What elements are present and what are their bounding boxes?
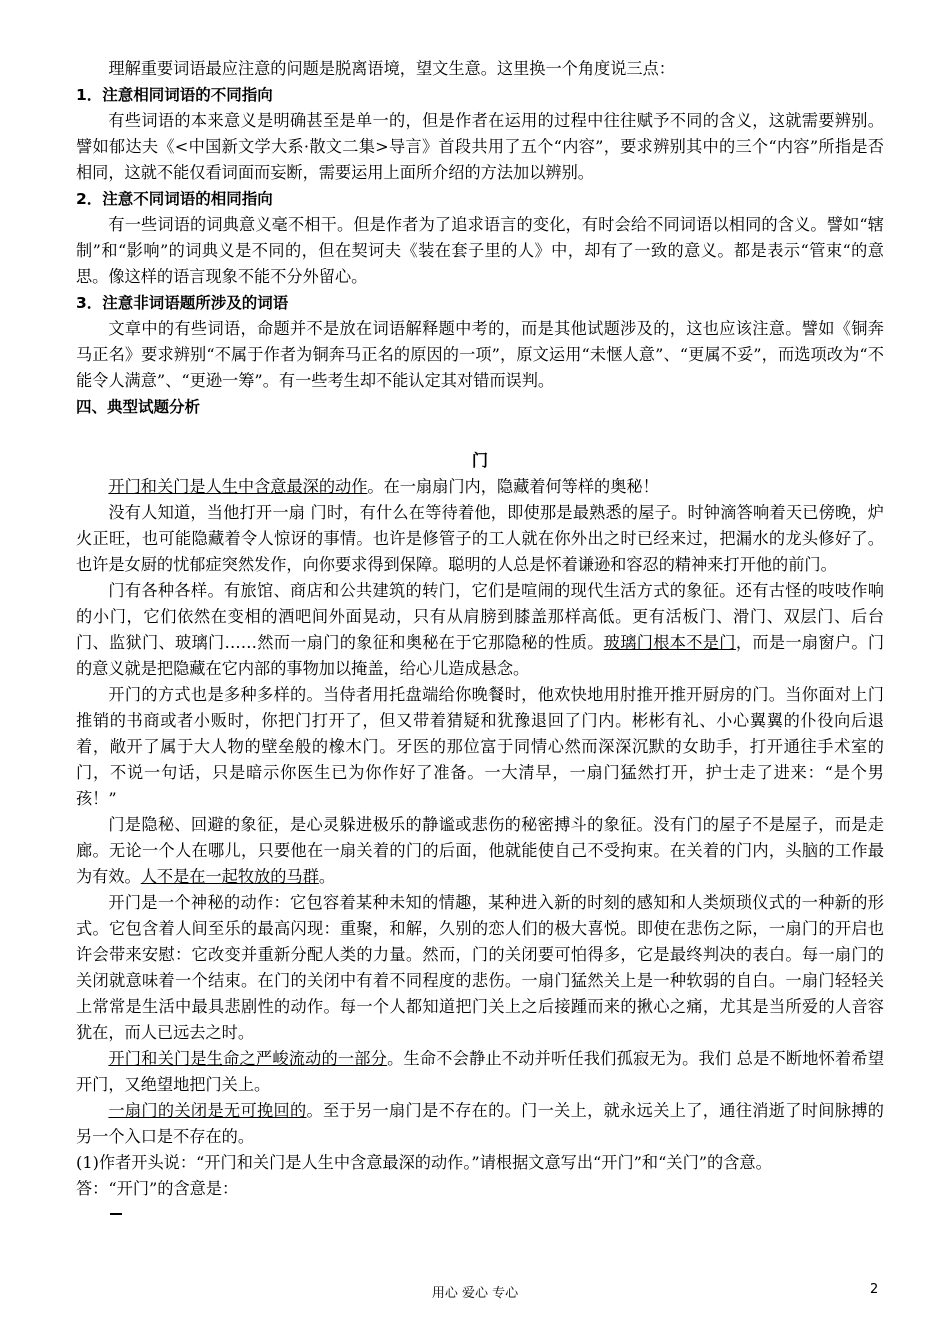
section-body-1: 有些词语的本来意义是明确甚至是单一的，但是作者在运用的过程中往往赋予不同的含义，这就需要辨别。譬如郁达夫《<中国新文学大系·散文二集>导言》首段共用了五个“内容”，要求辨别其中的三个“内容”所指是否相同，这就不能仅看词面而妄断，需要运用上面所介绍的方法加以辨别。	[76, 111, 884, 182]
intro-paragraph: 理解重要词语最应注意的问题是脱离语境，望文生意。这里换一个角度说三点：	[108, 59, 675, 78]
essay-paragraph-3	[76, 578, 884, 682]
underlined-sentence-2: 玻璃门根本不是门	[603, 633, 736, 652]
essay-text: 门是隐秘、回避的象征，是心灵躲进极乐的静谧或悲伤的秘密搏斗的象征。没有门的屋子不是屋子，而是走廊。无论一个人在哪儿，只要他在一扇关着的门的后面，他就能使自己不受拘束。在关着的门内，头脑的工作最为有效。	[76, 815, 884, 886]
section-body-2: 有一些词语的词典意义毫不相干。但是作者为了追求语言的变化，有时会给不同词语以相同的含义。譬如“辖制”和“影响”的词典义是不同的，但在契诃夫《装在套子里的人》中，却有了一致的意义。都是表示“管束“的意思。像这样的语言现象不能不分外留心。	[76, 215, 884, 286]
essay-paragraph-8	[76, 1098, 884, 1150]
document-page	[76, 56, 884, 1228]
underlined-sentence-5: 一扇门的关闭是无可挽回的	[108, 1101, 307, 1120]
page-footer: 用心 爱心 专心	[431, 1286, 519, 1301]
section-heading-1: 1．注意相同词语的不同指向	[76, 86, 273, 104]
essay-text: 。	[318, 867, 335, 886]
question-1: (1)作者开头说：“开门和关门是人生中含意最深的动作。”请根据文意写出“开门”和“关门”的含意。	[76, 1153, 772, 1172]
answer-line: 答：“开门”的含意是：	[76, 1179, 239, 1198]
underlined-sentence-1: 开门和关门是人生中含意最深的动作	[108, 477, 368, 496]
underlined-sentence-3: 人不是在一起牧放的马群	[140, 867, 319, 886]
section-heading-3: 3．注意非词语题所涉及的词语	[76, 294, 289, 312]
essay-title: 门	[471, 451, 489, 470]
essay-text: 门有各种各样。有旅馆、商店和公共建筑的转门，它们是喧闹的现代生活方式的象征。还有古怪的吱吱作响的小门，它们依然在变相的酒吧间外面晃动，只有从肩膀到膝盖那样高低。更有活板门、滑门、双层门、后台门、监狱门、玻璃门……然而一扇门的象征和奥秘在于它那隐秘的性质。	[76, 581, 884, 652]
essay-paragraph-4: 开门的方式也是多种多样的。当侍者用托盘端给你晚餐时，他欢快地用肘推开推开厨房的门。当你面对上门推销的书商或者小贩时，你把门打开了，但又带着猜疑和犹豫退回了门内。彬彬有礼、小心翼翼的仆役向后退着，敞开了属于大人物的壁垒般的橡木门。牙医的那位富于同情心然而深深沉默的女助手，打开通往手术室的门，不说一句话，只是暗示你医生已为你作好了准备。一大清早，一扇门猛然打开，护士走了进来：“是个男孩！”	[76, 685, 884, 808]
underlined-sentence-4: 开门和关门是生命之严峻流动的一部分	[108, 1049, 388, 1068]
essay-paragraph-5	[76, 812, 884, 890]
essay-text: 。至于另一扇门是不存在的。门一关上，就永远关上了，通往消逝了时间脉搏的另一个入口是不存在的。	[76, 1101, 884, 1146]
essay-paragraph-2: 没有人知道，当他打开一扇 门时，有什么在等待着他，即使那是最熟悉的屋子。时钟滴答响着天已傍晚，炉火正旺，也可能隐藏着令人惊讶的事情。也许是修管子的工人就在你外出之时已经来过，把漏水的龙头修好了。也许是女厨的忧郁症突然发作，向你要求得到保障。聪明的人总是怀着谦逊和容忍的精神来打开他的前门。	[76, 503, 884, 574]
section-body-3: 文章中的有些词语，命题并不是放在词语解释题中考的，而是其他试题涉及的，这也应该注意。譬如《铜奔马正名》要求辨别“不属于作者为铜奔马正名的原因的一项”，原文运用“未惬人意”、“更属不妥”，而选项改为“不能令人满意”、“更逊一筹”。有一些考生却不能认定其对错而误判。	[76, 319, 884, 390]
essay-paragraph-6: 开门是一个神秘的动作：它包容着某种未知的情趣，某种进入新的时刻的感知和人类烦琐仪式的一种新的形式。它包含着人间至乐的最高闪现：重聚，和解，久别的恋人们的极大喜悦。即使在悲伤之际，一扇门的开启也许会带来安慰：它改变并重新分配人类的力量。然而，门的关闭要可怕得多，它是最终判决的表白。每一扇门的关闭就意味着一个结束。在门的关闭中有着不同程度的悲伤。一扇门猛然关上是一种软弱的自白。一扇门轻轻关上常常是生活中最具悲剧性的动作。每一个人都知道把门关上之后接踵而来的揪心之痛，尤其是当所爱的人音容犹在，而人已远去之时。	[76, 893, 884, 1042]
essay-text: 。生命不会静止不动并听任我们孤寂无为。我们 总是不断地怀着希望开门，又绝望地把门关上。	[76, 1049, 885, 1094]
section-heading-2: 2．注意不同词语的相同指向	[76, 190, 273, 208]
essay-text: 。在一扇扇门内，隐藏着何等样的奥秘！	[367, 477, 659, 496]
blank-mark	[110, 1213, 122, 1215]
page-number: 2	[870, 1282, 879, 1297]
essay-text: ，而是一扇窗户。门的意义就是把隐藏在它内部的事物加以掩盖，给心儿造成悬念。	[76, 633, 885, 678]
essay-paragraph-7	[76, 1046, 884, 1098]
essay-paragraph-1	[76, 474, 884, 500]
answer-blank	[76, 1202, 884, 1228]
part-heading: 四、典型试题分析	[76, 398, 201, 416]
